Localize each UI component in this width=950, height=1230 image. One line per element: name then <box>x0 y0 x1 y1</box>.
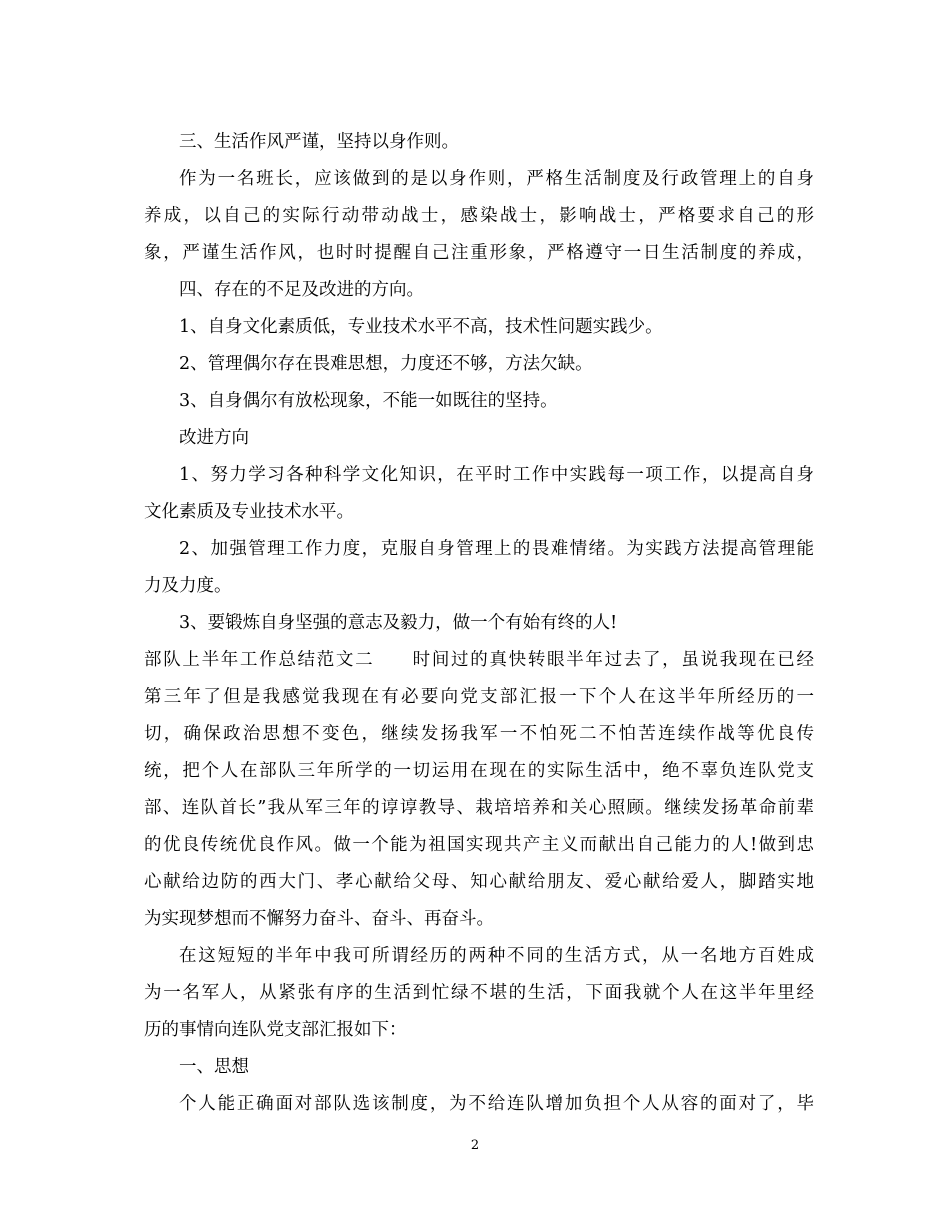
list-item: 3、要锻炼自身坚强的意志及毅力，做一个有始有终的人! <box>179 613 618 633</box>
paragraph-line: 作为一名班长，应该做到的是以身作则，严格生活制度及行政管理上的自身 <box>179 169 814 189</box>
paragraph-line: 第三年了但是我感觉我现在有必要向党支部汇报一下个人在这半年所经历的一 <box>144 687 814 707</box>
paragraph-line: 为实现梦想而不懈努力奋斗、奋斗、再奋斗。 <box>144 909 494 929</box>
paragraph-line: 部、连队首长”我从军三年的谆谆教导、栽培培养和关心照顾。继续发扬革命前辈 <box>144 798 814 818</box>
section-heading-lifestyle: 三、生活作风严谨，坚持以身作则。 <box>179 132 459 152</box>
section-heading-thought: 一、思想 <box>179 1057 249 1077</box>
paragraph-line: 的优良传统优良作风。做一个能为祖国实现共产主义而献出自己能力的人!做到忠 <box>144 835 814 855</box>
list-item-continuation: 力及力度。 <box>144 576 232 596</box>
paragraph-line: 养成，以自己的实际行动带动战士，感染战士，影响战士，严格要求自己的形 <box>144 206 814 226</box>
paragraph-line: 历的事情向连队党支部汇报如下： <box>144 1020 407 1040</box>
subheading-improvement: 改进方向 <box>179 428 249 448</box>
paragraph-line: 切，确保政治思想不变色，继续发扬我军一不怕死二不怕苦连续作战等优良传 <box>144 724 814 744</box>
list-item: 2、加强管理工作力度，克服自身管理上的畏难情绪。为实践方法提高管理能 <box>179 539 814 559</box>
paragraph-line: 统，把个人在部队三年所学的一切运用在现在的实际生活中，绝不辜负连队党支 <box>144 761 814 781</box>
list-item: 1、自身文化素质低，专业技术水平不高，技术性问题实践少。 <box>179 317 663 337</box>
paragraph-line: 在这短短的半年中我可所谓经历的两种不同的生活方式，从一名地方百姓成 <box>179 946 814 966</box>
section-heading-shortcomings: 四、存在的不足及改进的方向。 <box>179 280 424 300</box>
paragraph-line: 部队上半年工作总结范文二 时间过的真快转眼半年过去了，虽说我现在已经 <box>144 650 814 670</box>
paragraph-line: 心献给边防的西大门、孝心献给父母、知心献给朋友、爱心献给爱人，脚踏实地 <box>144 872 814 892</box>
paragraph-line: 个人能正确面对部队选该制度，为不给连队增加负担个人从容的面对了，毕 <box>179 1094 814 1114</box>
list-item: 3、自身偶尔有放松现象，不能一如既往的坚持。 <box>179 391 558 411</box>
list-item-continuation: 文化素质及专业技术水平。 <box>144 502 354 522</box>
list-item: 1、努力学习各种科学文化知识，在平时工作中实践每一项工作，以提高自身 <box>179 465 814 485</box>
page-number: 2 <box>470 1138 480 1153</box>
paragraph-line: 象，严谨生活作风，也时时提醒自己注重形象，严格遵守一日生活制度的养成， <box>144 243 814 263</box>
paragraph-line: 为一名军人，从紧张有序的生活到忙绿不堪的生活，下面我就个人在这半年里经 <box>144 983 814 1003</box>
list-item: 2、管理偶尔存在畏难思想，力度还不够，方法欠缺。 <box>179 354 593 374</box>
